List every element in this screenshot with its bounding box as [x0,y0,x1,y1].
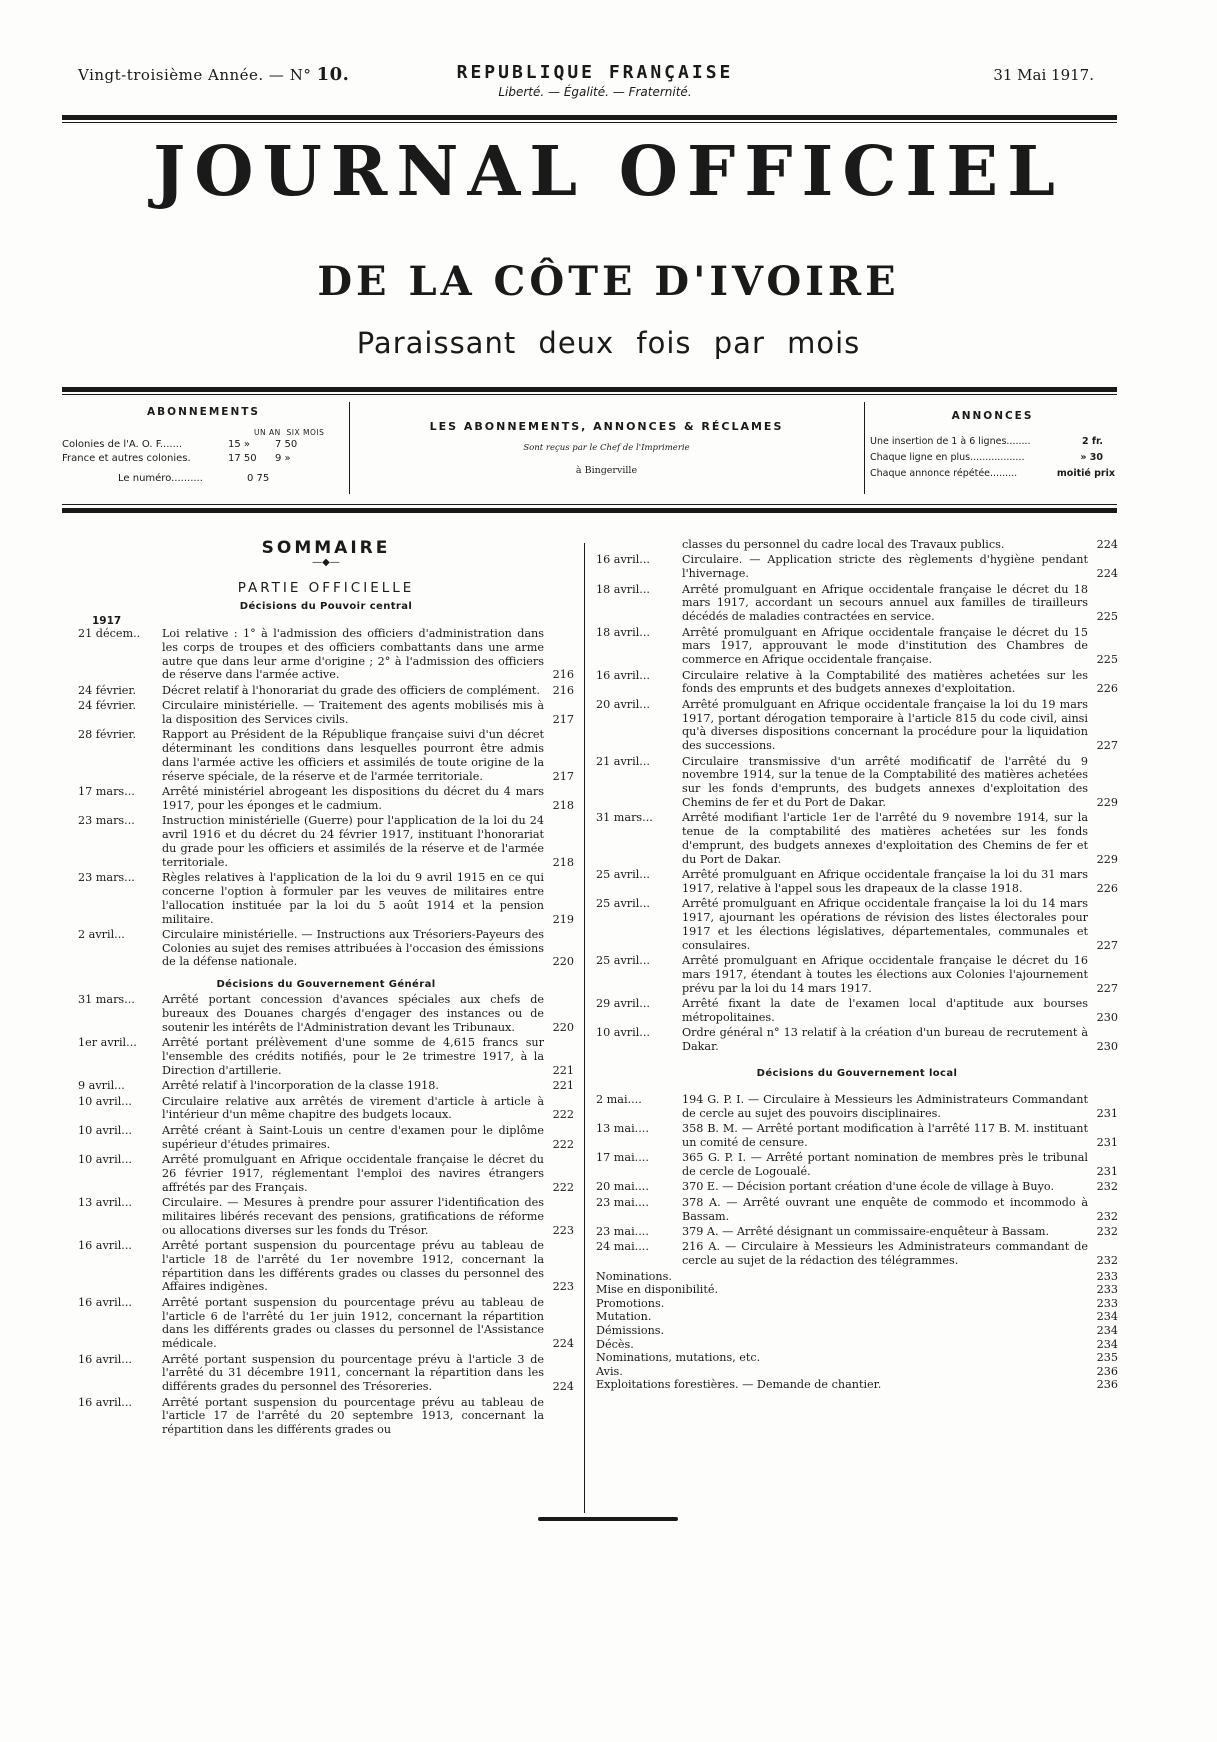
entry-date: 24 février. [78,699,137,713]
misc-page: 234 [1096,1323,1118,1337]
entry-text: Arrêté portant suspension du pourcentage prévu à l'article 3 de l'arrêté du 31 décembre 1911, concernant la répartition dans les différents grades du personnel des Trésoreries. [162,1352,544,1394]
section-pouvoir-central: Décisions du Pouvoir central [239,601,413,612]
entry-date: 16 avril... [596,553,650,567]
sommaire-entry [78,814,574,869]
sommaire-right-column [596,538,1118,1392]
sommaire-entry [596,1180,1118,1194]
entry-page: 221 [552,1063,574,1077]
entry-date: 1er avril... [78,1036,137,1050]
entry-text: Loi relative : 1° à l'admission des officiers d'administration dans les corps de troupes et des officiers combattants dans une arme autre que dans leur arme d'origine ; 2° à l'admission des officiers de réserve dans l'armée active. [162,627,544,682]
sommaire-entry [78,1095,574,1123]
box-top-rule [62,387,1117,392]
entry-text: Arrêté ministériel abrogeant les dispositions du décret du 4 mars 1917, pour les éponges et le cadmium. [162,785,544,812]
entry-date: 29 avril... [596,997,650,1011]
entry-page: 216 [552,683,574,697]
box-top-rule-thin [62,394,1117,395]
entry-date: 10 avril... [78,1153,132,1167]
misc-text: Promotions. [596,1296,665,1310]
entry-page: 227 [1096,739,1118,753]
misc-page: 234 [1096,1337,1118,1351]
entry-text: Arrêté modifiant l'article 1er de l'arrêté du 9 novembre 1914, sur la tenue de la comptabilité des matières achetées sur les fonds d'emprunt, des budgets annexes d'exploitation des Chemins de fer et du Port de Dakar. [682,811,1088,866]
entry-page: 220 [552,1020,574,1034]
entry-date: 10 avril... [596,1026,650,1040]
entry-date: 13 avril... [78,1196,132,1209]
entry-date: 25 avril... [596,868,650,882]
entry-text: 378 A. — Arrêté ouvrant une enquête de commodo et incommodo à Bassam. [682,1195,1088,1223]
entry-text: Arrêté promulguant en Afrique occidentale française le décret du 15 mars 1917, approuvant le mode d'institution des Chambres de commerce en Afrique occidentale française. [682,625,1088,667]
entry-date: 16 avril... [78,1238,132,1252]
entry-page: 224 [1096,538,1118,551]
entry-text: Arrêté promulguant en Afrique occidentale française le décret du 18 mars 1917, accordant un secours annuel aux familles de tirailleurs décédés de maladies contractées en service. [682,582,1088,624]
misc-entry [596,1365,1118,1379]
box-divider [864,402,865,494]
misc-page: 234 [1096,1310,1118,1324]
center-line3: à Bingerville [575,465,638,476]
entry-date: 9 avril... [78,1079,125,1093]
misc-entry [596,1378,1118,1392]
entry-date: 21 avril... [596,754,650,768]
entry-text: Arrêté portant concession d'avances spéciales aux chefs de bureaux des Douanes chargés d'engager des instances ou de soutenir les intérêts de l'Administration devant les Tribunaux. [162,993,544,1034]
entry-text: Circulaire relative aux arrêtés de virement d'article à article à l'intérieur d'un même chapitre des budgets locaux. [162,1094,544,1122]
entry-date: 31 mars... [596,811,653,825]
header-rule-thin [62,122,1117,123]
entry-date: 17 mars... [78,785,135,799]
box-divider [349,402,350,494]
misc-text: Mise en disponibilité. [596,1283,719,1297]
entry-date: 18 avril... [596,582,650,596]
entry-page: 219 [552,912,574,926]
sommaire-entry [596,1151,1118,1179]
entry-date: 23 mai.... [596,1224,649,1238]
entry-page: 225 [1096,610,1118,624]
sommaire-entry [78,1153,574,1194]
sommaire-entry [596,538,1118,552]
sommaire-entry [78,928,574,969]
sommaire-entry [78,993,574,1034]
entry-page: 226 [1096,682,1118,696]
entry-date: 16 avril... [596,668,650,682]
sommaire-entry [78,871,574,926]
entry-text: Règles relatives à l'application de la loi du 9 avril 1915 en ce qui concerne l'option à formuler par les veuves de militaires entre l'allocation instituée par la loi du 5 août 1914 et la pension militaire. [162,871,544,926]
masthead-tagline: Paraissant deux fois par mois [356,326,861,360]
misc-page: 235 [1096,1351,1118,1365]
entry-date: 23 mai.... [596,1195,649,1209]
entry-page: 232 [1096,1209,1118,1223]
misc-text: Mutation. [596,1310,652,1324]
entry-page: 224 [552,1380,574,1394]
entry-text: Circulaire. — Mesures à prendre pour assurer l'identification des militaires libérés recevant des pensions, gratifications de réforme ou allocations diverses sur les fonds du Trésor. [162,1196,544,1237]
center-line2: Sont reçus par le Chef de l'Imprimerie [523,443,690,453]
sommaire-entry [596,755,1118,810]
center-title: LES ABONNEMENTS, ANNONCES & RÉCLAMES [429,420,784,433]
entry-page: 231 [1096,1106,1118,1120]
entry-text: Rapport au Président de la République française suivi d'un décret déterminant les conditions dans lesquelles pourront être admis dans l'armée active les officiers et assimilés de toute origine de la réserve spéciale, de la réserve et de l'armée territoriale. [162,728,544,783]
sommaire-entry [596,1122,1118,1150]
annonce-label: Chaque annonce répétée......... [870,468,1018,479]
entry-text: 379 A. — Arrêté désignant un commissaire-enquêteur à Bassam. [682,1224,1050,1238]
sommaire-entry [78,785,574,813]
entry-text: Arrêté fixant la date de l'examen local d'aptitude aux bourses métropolitaines. [682,997,1088,1024]
entry-text: Arrêté portant suspension du pourcentage prévu au tableau de l'article 6 de l'arrêté du 1er juin 1912, concernant la répartition dans les différents grades ou classes du personnel de l'Assistance médicale. [162,1295,544,1351]
col-un-an: UN AN [254,428,281,437]
masthead-subtitle: DE LA CÔTE D'IVOIRE [317,258,900,305]
entry-text: Arrêté portant suspension du pourcentage prévu au tableau de l'article 18 de l'arrêté du 1er novembre 1912, concernant la répartition dans les différents grades ou classes du personnel des Affaires indigènes. [162,1238,544,1294]
entry-page: 222 [552,1137,574,1151]
sommaire-entry [596,1196,1118,1224]
misc-entry [596,1270,1118,1284]
entry-date: 28 février. [78,728,137,742]
annonce-label: Chaque ligne en plus.................. [870,452,1025,463]
issue-info [78,64,349,85]
entry-date: 13 mai.... [596,1122,649,1135]
row-six-mois: 0 75 [247,473,270,484]
entry-page: 232 [1096,1224,1118,1238]
sommaire-entry [78,699,574,727]
sommaire-entry [78,684,574,698]
sommaire-entry [596,698,1118,753]
abonnements-column [62,398,345,498]
annonce-value: moitié prix [1056,468,1115,479]
entry-text: classes du personnel du cadre local des Travaux publics. [682,538,1005,551]
entry-date: 16 avril... [78,1395,132,1409]
misc-page: 236 [1096,1364,1118,1378]
entry-date: 20 mai.... [596,1180,649,1194]
sommaire-entry [596,811,1118,866]
republic-title: REPUBLIQUE FRANÇAISE [456,62,734,83]
misc-page: 233 [1096,1296,1118,1310]
entry-page: 222 [552,1108,574,1122]
entry-text: Arrêté portant prélèvement d'une somme de 4,615 francs sur l'ensemble des crédits notifiés, pour le 2e trimestre 1917, à la Direction d'artillerie. [162,1036,544,1077]
sommaire-left-column [78,538,574,1439]
entry-date: 23 mars... [78,814,135,828]
sommaire-entry [78,728,574,783]
entry-page: 224 [552,1337,574,1351]
entry-text: Circulaire transmissive d'un arrêté modificatif de l'arrêté du 9 novembre 1914, sur la tenue de la Comptabilité des matières achetées sur les fonds d'emprunts, des budgets annexes d'exploitation des Chemins de fer et du Port de Dakar. [682,754,1088,809]
entry-text: Arrêté relatif à l'incorporation de la classe 1918. [162,1079,439,1093]
entry-text: Arrêté promulguant en Afrique occidentale française la loi du 31 mars 1917, relative à l'appel sous les drapeaux de la classe 1918. [682,868,1088,895]
misc-entry [596,1297,1118,1311]
subscription-row [118,473,270,484]
entry-text: Ordre général n° 13 relatif à la création d'un bureau de recrutement à Dakar. [682,1026,1088,1054]
annonce-value: 2 fr. [1082,436,1103,447]
entry-text: Décret relatif à l'honorariat du grade des officiers de complément. [162,683,540,697]
misc-text: Exploitations forestières. — Demande de chantier. [596,1378,882,1392]
entry-date: 24 février. [78,683,137,697]
row-six-mois: 9 » [275,453,291,464]
entry-page: 223 [552,1280,574,1294]
entry-page: 220 [552,955,574,969]
entry-date: 25 avril... [596,954,650,968]
gouvernement-general-list [78,993,574,1437]
entry-text: Arrêté promulguant en Afrique occidentale française la loi du 19 mars 1917, portant dérogation temporaire à l'article 815 du code civil, ainsi qu'à diverses dispositions concernant la procédure pour la liquidation des successions. [682,697,1088,753]
sommaire-entry [596,1240,1118,1268]
box-bottom-rule-thin [62,504,1117,505]
republic-block [430,62,760,99]
entry-text: Circulaire ministérielle. — Traitement des agents mobilisés mis à la disposition des Services civils. [162,699,544,726]
issue-label: Vingt-troisième Année. — N° [78,66,312,84]
section-gouvernement-general: Décisions du Gouvernement Général [216,979,436,991]
entry-page: 227 [1096,938,1118,952]
sommaire-entry [596,669,1118,697]
partie-officielle: PARTIE OFFICIELLE [237,580,415,596]
entry-text: Arrêté promulguant en Afrique occidentale française le décret du 16 mars 1917, étendant à toutes les élections aux Colonies l'ajournement prévu par la loi du 14 mars 1917. [682,954,1088,995]
misc-text: Nominations, mutations, etc. [596,1351,761,1365]
entry-page: 217 [552,712,574,726]
row-un-an: 17 50 [228,453,257,464]
entry-page: 229 [1096,852,1118,866]
entry-date: 10 avril... [78,1123,132,1137]
annonces-column [870,398,1115,498]
entry-date: 16 avril... [78,1295,132,1309]
misc-page: 233 [1096,1269,1118,1283]
entry-page: 232 [1096,1180,1118,1194]
entry-page: 231 [1096,1164,1118,1178]
entry-page: 223 [552,1223,574,1237]
entry-text: 194 G. P. I. — Circulaire à Messieurs les Administrateurs Commandant de cercle au sujet des pouvoirs disciplinaires. [682,1092,1088,1120]
entry-page: 225 [1096,653,1118,667]
sommaire-entry [596,1225,1118,1239]
gouvernement-local-list [596,1093,1118,1268]
sommaire-entry [78,1196,574,1237]
sommaire-entry [596,997,1118,1025]
entry-text: 358 B. M. — Arrêté portant modification à l'arrêté 117 B. M. instituant un comité de censure. [682,1122,1088,1149]
header-rule [62,115,1117,120]
entry-date: 2 avril... [78,927,125,941]
annonce-row [870,468,1115,480]
row-label: France et autres colonies. [62,453,191,464]
motto: Liberté. — Égalité. — Fraternité. [498,85,692,99]
entry-page: 226 [1096,881,1118,895]
subscription-box [62,398,1117,502]
entry-page: 227 [1096,981,1118,995]
sommaire-entry [78,1396,574,1437]
row-six-mois: 7 50 [275,439,298,450]
annonce-label: Une insertion de 1 à 6 lignes........ [870,436,1031,447]
entry-date: 2 mai.... [596,1092,642,1106]
subscription-row [62,439,298,450]
sommaire-entry [596,583,1118,624]
entry-page: 218 [552,798,574,812]
entry-date: 10 avril... [78,1094,132,1108]
row-label: Le numéro.......... [118,473,203,484]
masthead-title: JOURNAL OFFICIEL [153,132,1064,212]
sommaire-entry [596,897,1118,952]
entry-date: 25 avril... [596,897,650,911]
misc-entry [596,1324,1118,1338]
pouvoir-central-list [78,627,574,969]
misc-text: Nominations. [596,1269,672,1283]
column-divider [584,543,585,1513]
col-six-mois: SIX MOIS [286,428,325,437]
sommaire-title: SOMMAIRE [261,538,391,558]
entry-page: 230 [1096,1010,1118,1024]
entry-text: Circulaire ministérielle. — Instructions aux Trésoriers-Payeurs des Colonies au sujet des remises attribuées à l'occasion des émissions de la défense nationale. [162,927,544,969]
sommaire-entry [596,954,1118,995]
entry-page: 221 [552,1079,574,1093]
entry-page: 217 [552,769,574,783]
misc-entry [596,1283,1118,1297]
misc-text: Avis. [596,1364,623,1378]
entry-date: 24 mai.... [596,1240,649,1254]
entry-date: 18 avril... [596,625,650,639]
entry-text: 365 G. P. I. — Arrêté portant nomination de membres près le tribunal de cercle de Logoualé. [682,1151,1088,1178]
row-label: Colonies de l'A. O. F....... [62,439,183,450]
entry-date: 17 mai.... [596,1151,649,1165]
sommaire-entry [596,626,1118,667]
misc-text: Décès. [596,1337,634,1351]
entry-text: Arrêté créant à Saint-Louis un centre d'examen pour le diplôme supérieur d'études primaires. [162,1123,544,1151]
sommaire-entry [78,627,574,682]
sommaire-entry [596,1093,1118,1121]
misc-text: Démissions. [596,1323,665,1337]
entry-text: Circulaire. — Application stricte des règlements d'hygiène pendant l'hivernage. [682,553,1088,581]
misc-entry [596,1338,1118,1352]
gouvernement-general-list-cont [596,538,1118,1054]
annonce-row [870,436,1115,448]
misc-page: 236 [1096,1378,1118,1392]
section-gouvernement-local: Décisions du Gouvernement local [756,1067,958,1079]
sommaire-entry [78,1296,574,1351]
subscription-row [62,453,291,464]
entry-page: 216 [552,668,574,682]
box-bottom-rule [62,508,1117,513]
row-un-an: 15 » [228,439,251,450]
sommaire-entry [596,868,1118,896]
issue-date: 31 Mai 1917. [993,66,1094,84]
ornament-icon: —◆— [312,557,340,568]
abonnements-title: ABONNEMENTS [147,406,260,418]
entry-date: 20 avril... [596,697,650,711]
entry-page: 231 [1096,1135,1118,1149]
sommaire-entry [596,1026,1118,1054]
entry-page: 222 [552,1180,574,1194]
top-line [78,62,1100,102]
entry-date: 16 avril... [78,1352,132,1366]
misc-page: 233 [1096,1283,1118,1297]
entry-text: Arrêté promulguant en Afrique occidentale française le décret du 26 février 1917, réglementant l'emploi des navires étrangers affrétés par des Français. [162,1153,544,1194]
entry-text: Arrêté promulguant en Afrique occidentale française la loi du 14 mars 1917, ajournant les opérations de révision des listes électorales pour 1917 et les élections législatives, départementales, communales et consulaires. [682,897,1088,952]
annonce-value: » 30 [1080,452,1103,463]
issue-number: 10. [316,64,350,85]
misc-list [596,1270,1118,1392]
misc-entry [596,1310,1118,1324]
sommaire-entry [78,1036,574,1077]
entry-text: 370 E. — Décision portant création d'une école de village à Buyo. [682,1180,1054,1194]
annonce-row [870,452,1115,464]
entry-page: 232 [1096,1254,1118,1268]
entry-text: 216 A. — Circulaire à Messieurs les Administrateurs commandant de cercle au sujet de la rédaction des télégrammes. [682,1240,1088,1268]
entry-page: 229 [1096,795,1118,809]
end-ornament [538,1517,678,1521]
annonces-title: ANNONCES [951,410,1034,422]
entry-date: 31 mars... [78,993,135,1007]
entry-date: 21 décem.. [78,627,141,640]
sommaire-entry [78,1239,574,1294]
sommaire-entry [78,1079,574,1093]
entry-text: Arrêté portant suspension du pourcentage prévu au tableau de l'article 17 de l'arrêté du 20 septembre 1913, concernant la répartition dans les différents grades ou [162,1395,544,1437]
entry-page: 230 [1096,1040,1118,1054]
entry-text: Instruction ministérielle (Guerre) pour l'application de la loi du 24 avril 1916 et du décret du 24 février 1917, instituant l'honorariat du grade pour les officiers et assimilés de la réserve et de l'armée territoriale. [162,814,544,869]
sommaire-entry [78,1124,574,1152]
entry-text: Circulaire relative à la Comptabilité des matières achetées sur les fonds des emprunts et des budgets annexes d'exploitation. [682,668,1088,696]
entry-page: 218 [552,855,574,869]
sommaire-entry [78,1353,574,1394]
entry-page: 224 [1096,567,1118,581]
misc-entry [596,1351,1118,1365]
entry-date: 23 mars... [78,871,135,885]
sommaire-entry [596,553,1118,581]
year-label: 1917 [92,615,122,627]
center-column [354,398,859,498]
